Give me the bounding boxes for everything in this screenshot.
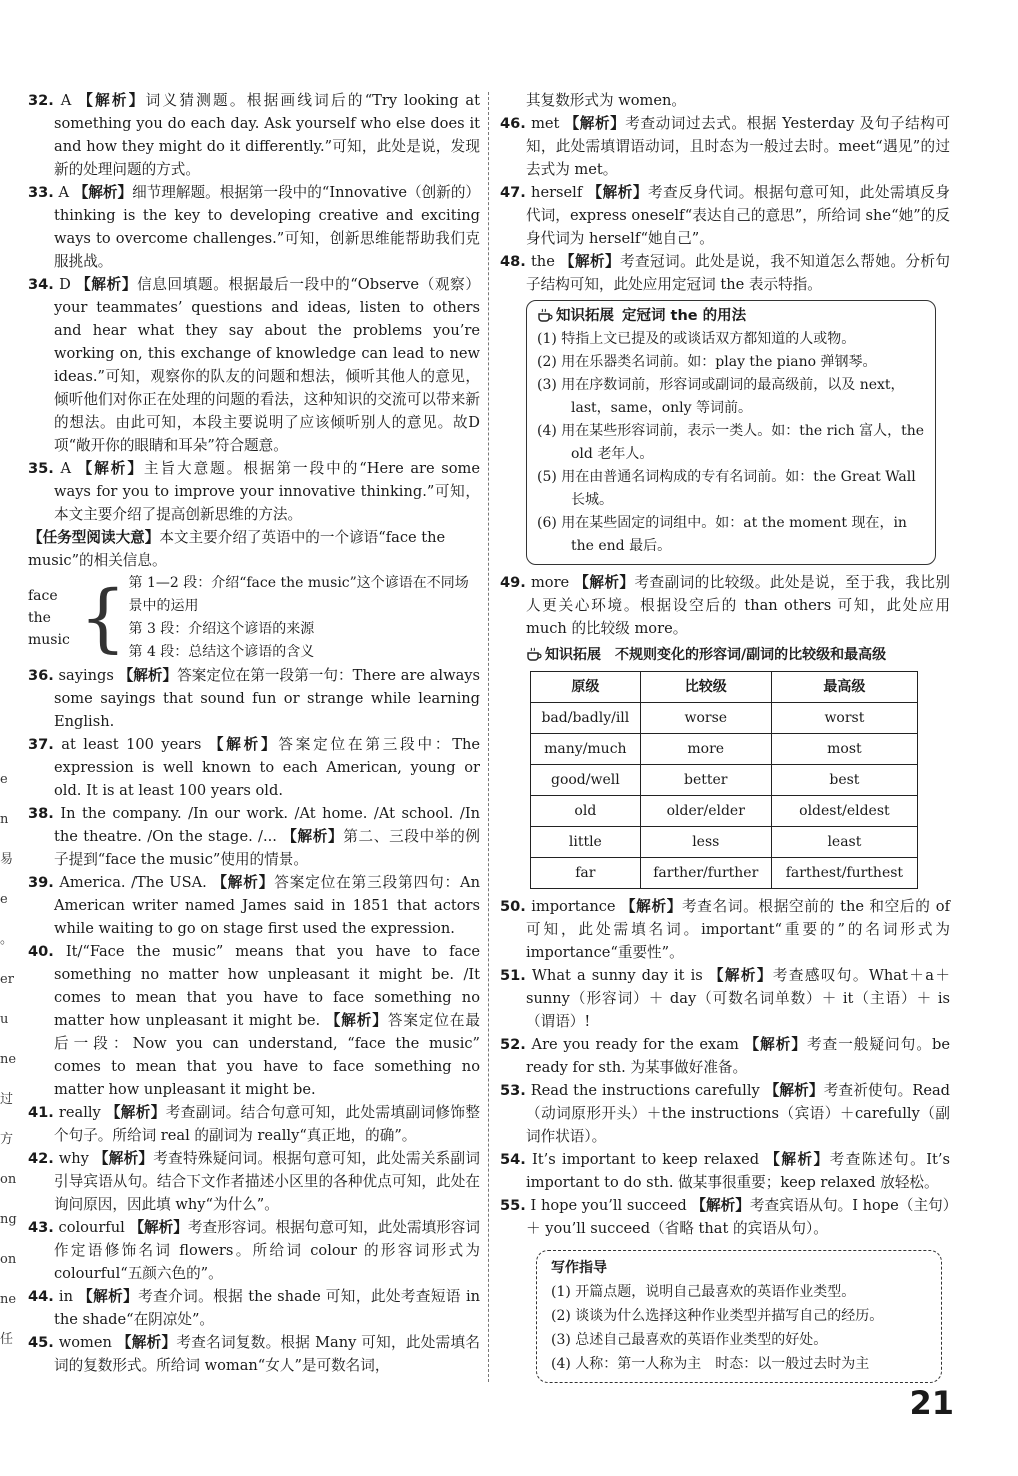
edge-fragment: 任 <box>0 1332 14 1347</box>
answer-43: 43. colourful 【解析】考查形容词。根据句意可知，此处需填形容词作定语修饰名词 flowers。所给词 colour 的形容词形式为 colourful“五颜六色的”。 <box>28 1219 480 1282</box>
edge-fragment: ng <box>0 1212 17 1227</box>
knowledge-item: (6) 用在某些固定的词组中。如：at the moment 现在，in the end 最后。 <box>537 515 907 554</box>
table-cell: old <box>531 796 641 827</box>
answer-44: 44. in 【解析】考查介词。根据 the shade 可知，此处考查短语 in the shade“在阴凉处”。 <box>28 1288 481 1328</box>
previous-page-edge <box>0 760 17 1360</box>
table-cell: most <box>771 734 917 765</box>
table-cell: farther/further <box>640 858 771 889</box>
answer-46: 46. met 【解析】考查动词过去式。根据 Yesterday 及句子结构可知，此处需填谓语动词，且时态为一般过去时。meet“遇见”的过去式为 met。 <box>500 115 950 178</box>
edge-fragment: er <box>0 972 14 987</box>
table-row <box>531 734 918 765</box>
edge-fragment: ne <box>0 1292 17 1307</box>
brace-symbol: { <box>79 575 127 661</box>
answer-50: 50. importance 【解析】考查名词。根据空前的 the 和空后的 of 可知，此处需填名词。important“重要的”的名词形式为 importance“重要性”。 <box>500 898 950 961</box>
left-column <box>28 89 480 1377</box>
table-cell: least <box>771 827 917 858</box>
task-reading-summary: 【任务型阅读大意】本文主要介绍了英语中的一个谚语“face the music”的相关信息。 <box>28 529 446 569</box>
table-header-cell: 比较级 <box>640 672 771 703</box>
edge-fragment: on <box>0 1252 17 1267</box>
table-row <box>531 765 918 796</box>
edge-fragment: 易 <box>0 852 14 867</box>
table-cell: farthest/furthest <box>771 858 917 889</box>
answer-36: 36. sayings 【解析】答案定位在第一段第一句：There are always some sayings that sound fun or strange while learning English. <box>28 667 481 730</box>
answer-41: 41. really 【解析】考查副词。结合句意可知，此处需填副词修饰整个句子。所给词 real 的副词为 really“真正地，的确”。 <box>28 1104 480 1144</box>
edge-fragment: on <box>0 1172 17 1187</box>
table-row <box>531 858 918 889</box>
answer-53: 53. Read the instructions carefully 【解析】考查祈使句。Read（动词原形开头）＋the instructions（宾语）＋carefully（副词作状语）。 <box>500 1082 951 1145</box>
answer-45: 45. women 【解析】考查名词复数。根据 Many 可知，此处需填名词的复数形式。所给词 woman“女人”是可数名词， <box>28 1334 480 1374</box>
knowledge-box-article <box>526 300 936 565</box>
outline-item: 第 4 段：总结这个谚语的含义 <box>128 644 315 660</box>
writing-guide-item: (4) 人称：第一人称为主 时态：以一般过去时为主 <box>551 1356 870 1372</box>
knowledge-box-comparison-heading: 知识拓展 不规则变化的形容词/副词的比较级和最高级 <box>526 644 950 667</box>
writing-guide-box <box>536 1250 942 1383</box>
edge-fragment: e <box>0 892 8 907</box>
answer-32: 32. A 【解析】词义猜测题。根据画线词后的“Try looking at something you do each day. Ask yourself who else does it and how they might do it differently.”可知，此处是说，发现新的处理问题的方式。 <box>28 92 480 178</box>
table-cell: less <box>640 827 771 858</box>
edge-fragment: 。 <box>0 932 14 947</box>
table-cell: older/elder <box>640 796 771 827</box>
outline-items <box>129 572 481 664</box>
table-cell: more <box>640 734 771 765</box>
answer-47: 47. herself 【解析】考查反身代词。根据句意可知，此处需填反身代词，express oneself“表达自己的意思”，所给词 she“她”的反身代词为 herself“她自己”。 <box>500 184 950 247</box>
table-cell: oldest/eldest <box>771 796 917 827</box>
knowledge-item: (1) 特指上文已提及的或谈话双方都知道的人或物。 <box>537 331 856 347</box>
column-divider <box>488 92 489 1382</box>
answer-39: 39. America. /The USA. 【解析】答案定位在第三段第四句：An American writer named James said in 1851 that actors while waiting to go on stage first used the expression. <box>28 874 480 937</box>
writing-guide-item: (1) 开篇点题，说明自己最喜欢的英语作业类型。 <box>551 1284 856 1300</box>
table-row <box>531 703 918 734</box>
answer-54: 54. It’s important to keep relaxed 【解析】考查陈述句。It’s important to do sth. 做某事很重要；keep relaxed 放轻松。 <box>500 1151 951 1191</box>
table-cell: worse <box>640 703 771 734</box>
outline-item: 第 3 段：介绍这个谚语的来源 <box>128 621 315 637</box>
right-column <box>500 89 950 1383</box>
table-cell: little <box>531 827 641 858</box>
teapot-icon <box>537 308 553 322</box>
table-header-cell: 原级 <box>531 672 641 703</box>
knowledge-item: (3) 用在序数词前，形容词或副词的最高级前，以及 next，last，same，only 等词前。 <box>537 377 905 416</box>
table-cell: worst <box>771 703 917 734</box>
answer-48: 48. the 【解析】考查冠词。此处是说，我不知道怎么帮她。分析句子结构可知，此处应用定冠词 the 表示特指。 <box>500 253 950 293</box>
table-cell: many/much <box>531 734 641 765</box>
page-number: 21 <box>909 1384 954 1422</box>
answer-42: 42. why 【解析】考查特殊疑问词。根据句意可知，此处需关系副词引导宾语从句。结合下文作者描述小区里的各种优点可知，此处在询问原因，因此填 why“为什么”。 <box>28 1150 481 1213</box>
table-cell: better <box>640 765 771 796</box>
comparison-table <box>530 671 918 889</box>
outline-topic: face the music <box>28 588 70 648</box>
edge-fragment: ne <box>0 1052 17 1067</box>
answer-40: 40. It/“Face the music” means that you have to face something no matter how unpleasant it might be. /It comes to mean that you have to face something no matter how unpleasant it might be. 【解析】答案定位在最后一段：Now you can understand, “face the music” comes to mean that you have to face something no matter how unpleasant it might be. <box>28 943 480 1098</box>
answer-55: 55. I hope you’ll succeed 【解析】考查宾语从句。I hope（主句）＋ you’ll succeed（省略 that 的宾语从句）。 <box>500 1197 950 1237</box>
table-row <box>531 827 918 858</box>
knowledge-item: (2) 用在乐器类名词前。如：play the piano 弹钢琴。 <box>537 354 877 370</box>
teapot-icon <box>526 647 542 661</box>
answer-49: 49. more 【解析】考查副词的比较级。此处是说，至于我，我比别人更关心环境。根据设空后的 than others 可知，此处应用 much 的比较级 more。 <box>500 574 950 637</box>
table-cell: far <box>531 858 641 889</box>
structure-outline <box>28 572 480 664</box>
answer-33: 33. A 【解析】细节理解题。根据第一段中的“Innovative（创新的）thinking is the key to developing creative and exciting ways to overcome challenges.”可知，创新思维能帮助我们克服挑战。 <box>28 184 481 270</box>
writing-guide-title: 写作指导 <box>551 1260 607 1276</box>
answer-45-continued: 其复数形式为 women。 <box>526 92 686 109</box>
edge-fragment: u <box>0 1012 9 1027</box>
table-header-row <box>531 672 918 703</box>
table-cell: bad/badly/ill <box>531 703 641 734</box>
knowledge-box-heading: 知识拓展 定冠词 the 的用法 <box>537 305 925 328</box>
table-row <box>531 796 918 827</box>
outline-item: 第 1—2 段：介绍“face the music”这个谚语在不同场景中的运用 <box>128 575 469 614</box>
writing-guide-item: (2) 谈谈为什么选择这种作业类型并描写自己的经历。 <box>551 1308 884 1324</box>
edge-fragment: 过 <box>0 1092 14 1107</box>
table-header-cell: 最高级 <box>771 672 917 703</box>
answer-34: 34. D 【解析】信息回填题。根据最后一段中的“Observe（观察）your teammates’ questions and ideas, listen to others and hear what they say about the problems you’re working on, this exchange of knowledge can lead to new ideas.”可知，观察你的队友的问题和想法，倾听其他人的意见，倾听他们对你正在处理的问题的看法，这种知识的交流可以带来新的想法。由此可知，本段主要说明了应该倾听别人的意见。故D项“敞开你的眼睛和耳朵”符合题意。 <box>28 276 480 454</box>
edge-fragment: 方 <box>0 1132 14 1147</box>
answer-52: 52. Are you ready for the exam 【解析】考查一般疑问句。be ready for sth. 为某事做好准备。 <box>500 1036 950 1076</box>
table-cell: best <box>771 765 917 796</box>
table-cell: good/well <box>531 765 641 796</box>
edge-fragment: e <box>0 772 8 787</box>
knowledge-item: (5) 用在由普通名词构成的专有名词前。如：the Great Wall 长城。 <box>537 469 916 508</box>
edge-fragment: n <box>0 812 9 827</box>
writing-guide-item: (3) 总述自己最喜欢的英语作业类型的好处。 <box>551 1332 828 1348</box>
answer-51: 51. What a sunny day it is 【解析】考查感叹句。What＋a＋sunny（形容词）＋ day（可数名词单数）＋ it（主语）＋ is（谓语）! <box>500 967 950 1030</box>
answer-35: 35. A 【解析】主旨大意题。根据第一段中的“Here are some ways for you to improve your innovative thinking.”可知，本文主要介绍了提高创新思维的方法。 <box>28 460 481 523</box>
answer-37: 37. at least 100 years 【解析】答案定位在第三段中：The expression is well known to each American, young or old. It is at least 100 years old. <box>28 736 481 799</box>
knowledge-item: (4) 用在某些形容词前，表示一类人。如：the rich 富人，the old 老年人。 <box>537 423 925 462</box>
answer-38: 38. In the company. /In our work. /At home. /At school. /In the theatre. /On the stage. /... 【解析】第二、三段中举的例子提到“face the music”使用的情景。 <box>28 805 480 868</box>
